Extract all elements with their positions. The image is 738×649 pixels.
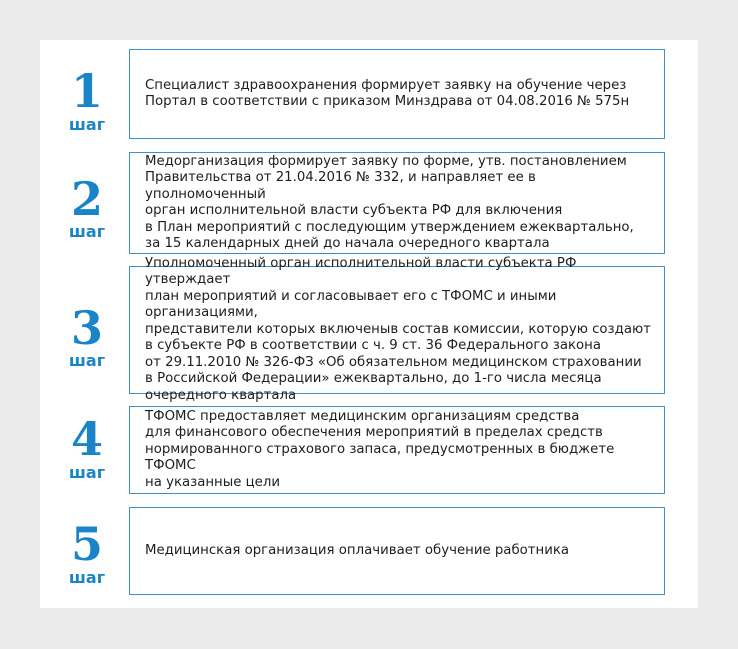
steps-panel (40, 40, 698, 608)
step-3-box (129, 255, 665, 403)
step-1-text: Специалист здравоохранения формирует заявку на обучение через Портал в соответствии с приказом Минздрава от 04.08.2016 № 575н (145, 77, 630, 109)
step-2-box (129, 152, 665, 254)
step-5-word: шаг (68, 568, 106, 587)
step-3-number: 3 (70, 301, 103, 355)
step-2-text: Медорганизация формирует заявку по форме, утв. постановлением Правительства от 21.04.2016 № 332, и направляет ее в уполномоченный орган исполнительной власти субъекта РФ для включения в План мероприятий с последующим утверждением ежеквартально, за 15 календарных дней до начала очередного квартала (145, 153, 634, 251)
step-2-word: шаг (68, 222, 106, 241)
step-3-word: шаг (68, 351, 106, 370)
step-2-number: 2 (70, 172, 103, 226)
step-1-number: 1 (70, 64, 103, 118)
step-5-box (129, 507, 665, 595)
step-1-word: шаг (68, 115, 106, 134)
step-4-box (129, 406, 665, 494)
step-4-word: шаг (68, 463, 106, 482)
step-5-text: Медицинская организация оплачивает обучение работника (145, 542, 570, 558)
step-1-box (129, 49, 665, 139)
step-5-number: 5 (70, 517, 103, 571)
step-4-number: 4 (70, 412, 103, 466)
step-4-text: ТФОМС предоставляет медицинским организациям средства для финансового обеспечения мероприятий в пределах средств нормированного страхового запаса, предусмотренных в бюджете ТФОМС на указанные цели (145, 408, 615, 490)
step-3-text: Уполномоченный орган исполнительной власти субъекта РФ утверждает план мероприятий и согласовывает его с ТФОМС и иными организациями, представители которых включеныв состав комиссии, которую создают в субъекте РФ в соответствии с ч. 9 ст. 36 Федерального закона от 29.11.2010 № 326-ФЗ «Об обязательном медицинском страховании в Российской Федерации» ежеквартально, до 1-го числа месяца очередного квартала (145, 255, 651, 403)
